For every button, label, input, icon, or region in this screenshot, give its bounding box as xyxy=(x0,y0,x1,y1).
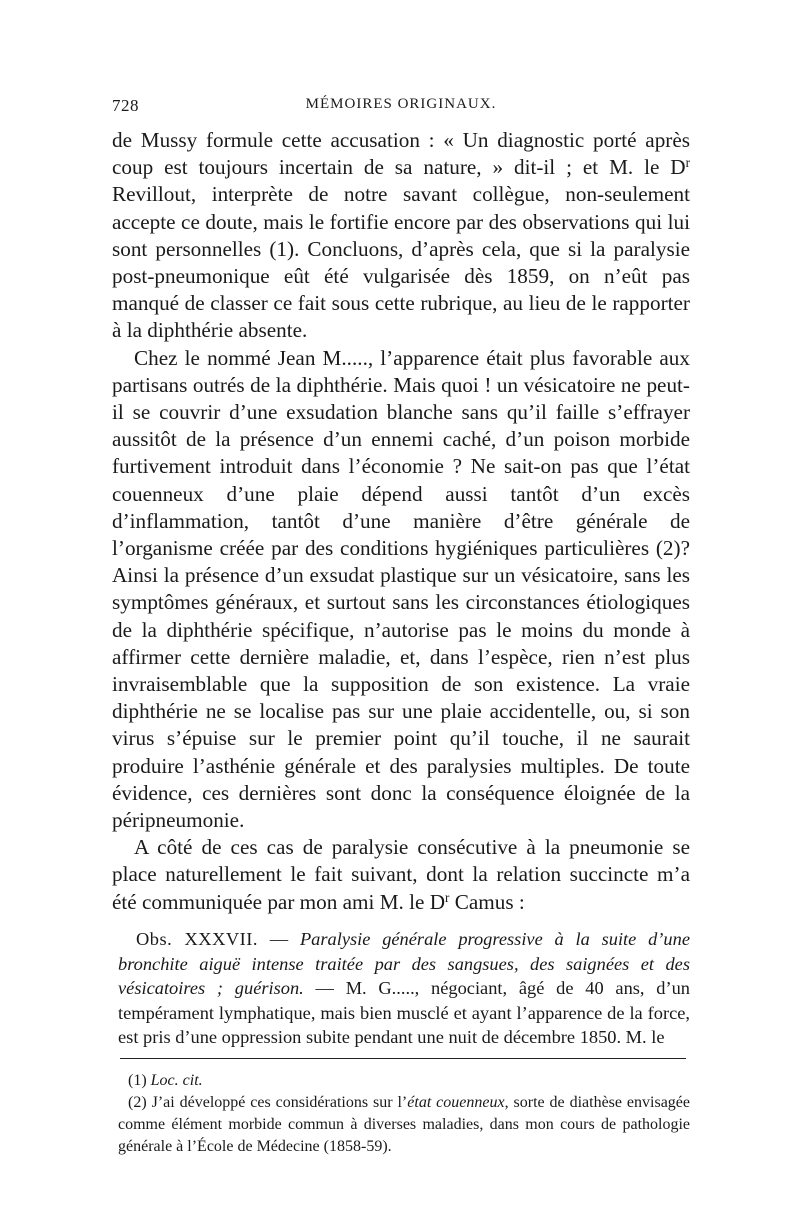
paragraph-3 xyxy=(112,834,690,916)
page-number: 728 xyxy=(112,96,139,115)
paragraph-3-part-a: A côté de ces cas de paralysie consécutive à la pneumonie se place naturellement le fait suivant, dont la relation succincte m’a été communiquée par mon ami M. le D xyxy=(112,835,690,914)
paragraph-1-part-a: de Mussy formule cette accusation : « Un diagnostic porté après coup est toujours incertain de sa nature, » dit-il ; et M. le D xyxy=(112,128,690,180)
observation-text: — M. G....., négociant, âgé de 40 ans, d’un tempérament lymphatique, mais bien musclé et ayant l’apparence de la force, est pris d’une oppression subite pendant une nuit de décembre 1850. M. le xyxy=(118,978,691,1048)
observation-paragraph xyxy=(118,927,690,1050)
running-title: MÉMOIRES ORIGINAUX. xyxy=(305,96,497,112)
footnote-divider xyxy=(120,1058,686,1059)
footnote-1-marker: (1) xyxy=(128,1072,147,1089)
footnote-1 xyxy=(118,1070,690,1092)
footnote-2 xyxy=(118,1092,690,1158)
page-header xyxy=(112,96,690,122)
observation-block xyxy=(118,927,690,1050)
observation-dash: — xyxy=(257,929,300,949)
superscript-r: r xyxy=(685,154,690,170)
superscript-r: r xyxy=(445,889,450,905)
observation-label: Obs. XXXVII. xyxy=(136,929,258,949)
observation-title: Paralysie générale progressive à la suite d’une bronchite aiguë intense traitée par des sangsues, des saignées et des vésicatoires ; guérison. xyxy=(118,929,690,999)
paragraph-2: Chez le nommé Jean M....., l’apparence était plus favorable aux partisans outrés de la diphthérie. Mais quoi ! un vésicatoire ne peut-il se couvrir d’une exsudation blanche sans qu’il faille s’effrayer aussitôt de la présence d’un ennemi caché, d’un poison morbide furtivement introduit dans l’économie ? Ne sait-on pas que l’état couenneux d’une plaie dépend aussi tantôt d’un excès d’inflammation, tantôt d’une manière d’être générale de l’organisme créée par des conditions hygiéniques particulières (2)? Ainsi la présence d’un exsudat plastique sur un vésicatoire, sans les symptômes généraux, et surtout sans les circonstances étiologiques de la diphthérie spécifique, n’autorise pas le moins du monde à affirmer cette dernière maladie, et, dans l’espèce, rien n’est plus invraisemblable que la supposition de son existence. La vraie diphthérie ne se localise pas sur une plaie accidentelle, ou, si son virus s’épuise sur le premier point qu’il touche, il ne saurait produire l’asthénie générale et des paralysies multiples. De toute évidence, ces dernières sont donc la conséquence éloignée de la péripneumonie. xyxy=(112,345,690,833)
paragraph-1 xyxy=(112,127,690,345)
footnotes xyxy=(118,1070,690,1158)
paragraph-3-part-b: Camus : xyxy=(449,889,525,914)
main-text xyxy=(112,127,690,916)
footnote-2-italic: état couenneux xyxy=(407,1094,505,1111)
footnote-2-part-a: J’ai développé ces considérations sur l’ xyxy=(151,1094,408,1111)
footnote-1-text: Loc. cit. xyxy=(150,1072,203,1089)
footnote-2-marker: (2) xyxy=(128,1094,147,1111)
paragraph-1-part-b: Revillout, interprète de notre savant collègue, non-seulement accepte ce doute, mais le fortifie encore par des observations qui lui sont personnelles (1). Concluons, d’après cela, que si la paralysie post-pneumonique eût été vulgarisée dès 1859, on n’eût pas manqué de classer ce fait sous cette rubrique, au lieu de le rapporter à la diphthérie absente. xyxy=(112,182,690,343)
footnote-2-part-b: , sorte de diathèse envisagée comme élément morbide commun à diverses maladies, dans mon cours de pathologie générale à l’École de Médecine (1858-59). xyxy=(118,1094,691,1155)
